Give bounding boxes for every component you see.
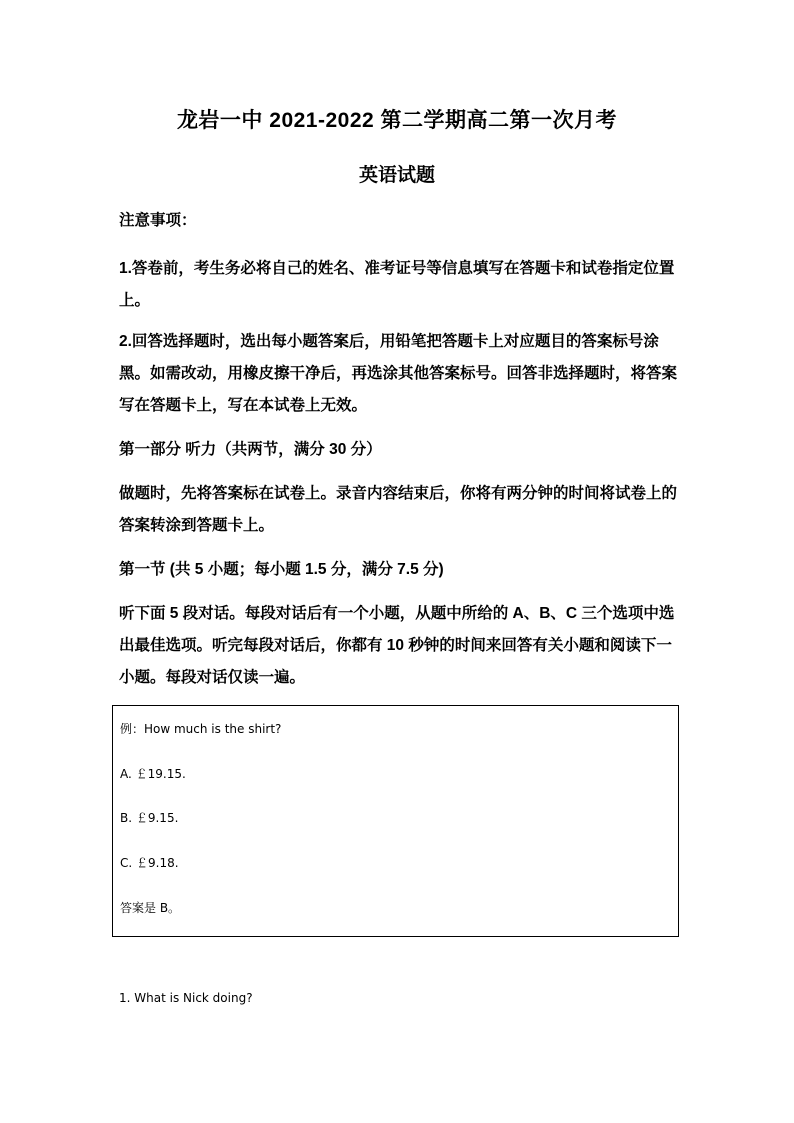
example-option-b: B. ￡9.15. (120, 811, 179, 825)
example-option-c: C. ￡9.18. (120, 856, 179, 870)
question-1: 1. What is Nick doing? (119, 991, 253, 1005)
exam-subtitle: 英语试题 (358, 165, 435, 186)
instruction-item-2: 2.回答选择题时，选出每小题答案后，用铅笔把答题卡上对应题目的答案标号涂黑。如需改动，用橡皮擦干净后，再选涂其他答案标号。回答非选择题时，将答案写在答题卡上，写在本试卷上无效。 (119, 333, 678, 414)
notes-heading: 注意事项： (119, 212, 197, 229)
example-option-a: A. ￡19.15. (120, 767, 186, 781)
part1-heading: 第一部分 听力（共两节，满分 30 分） (119, 441, 382, 458)
part1-directions: 做题时，先将答案标在试卷上。录音内容结束后，你将有两分钟的时间将试卷上的答案转涂到答题卡上。 (119, 485, 678, 534)
example-question: 例：How much is the shirt? (120, 722, 282, 736)
instruction-item-1: 1.答卷前，考生务必将自己的姓名、准考证号等信息填写在答题卡和试卷指定位置上。 (119, 260, 675, 309)
example-box (112, 705, 679, 937)
section1-directions: 听下面 5 段对话。每段对话后有一个小题，从题中所给的 A、B、C 三个选项中选出最佳选项。听完每段对话后，你都有 10 秒钟的时间来回答有关小题和阅读下一小题。每段对话仅读一遍。 (119, 605, 675, 686)
example-answer: 答案是 B。 (120, 901, 181, 915)
exam-title: 龙岩一中 2021-2022 第二学期高二第一次月考 (176, 109, 618, 132)
section1-heading: 第一节 (共 5 小题；每小题 1.5 分，满分 7.5 分) (119, 561, 444, 578)
